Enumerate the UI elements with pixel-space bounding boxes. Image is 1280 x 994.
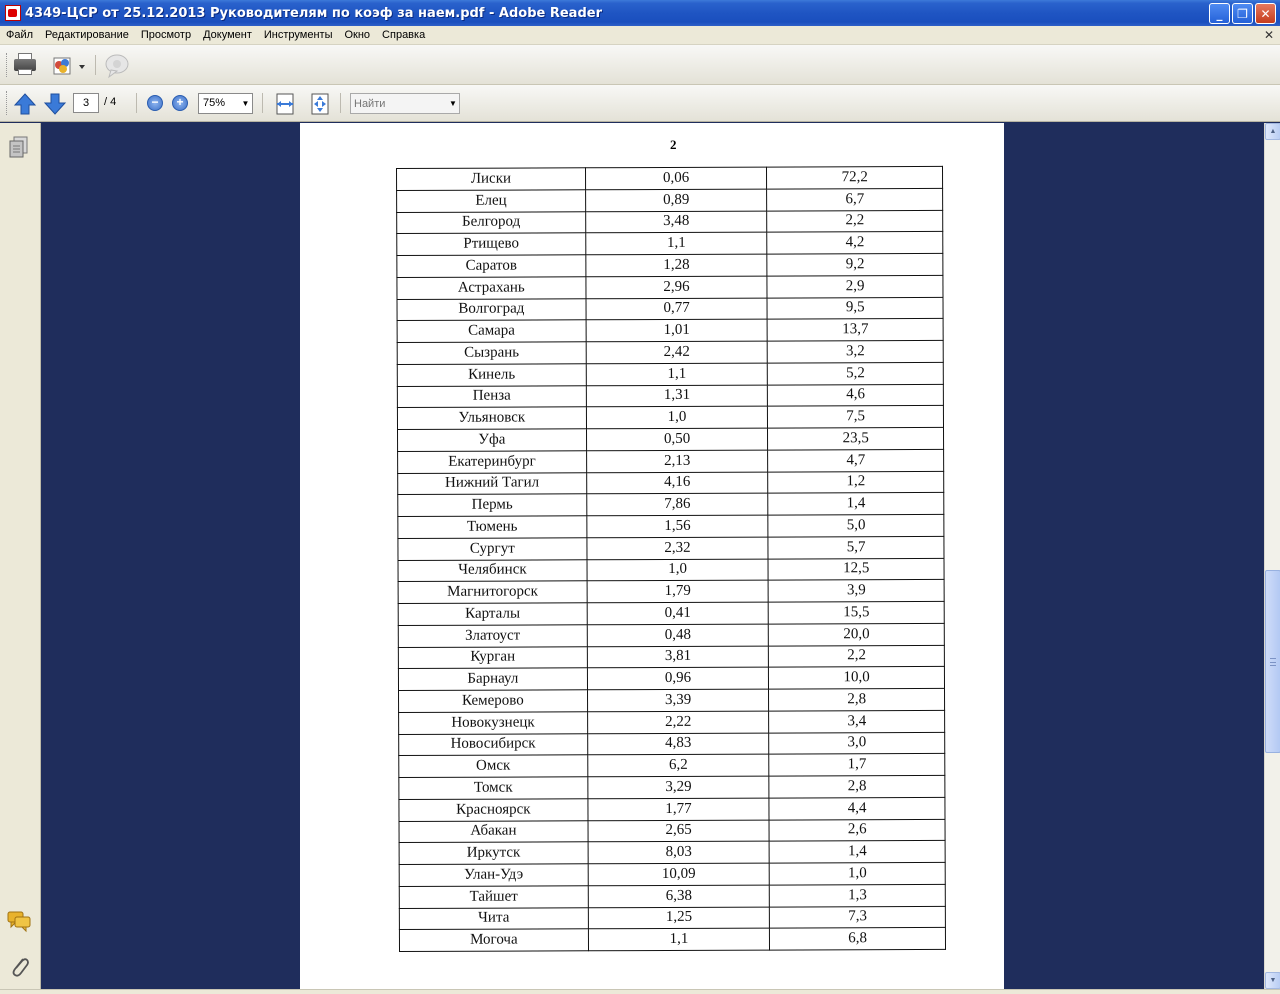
coefficient-cell: 4,16 (586, 472, 768, 494)
table-row (397, 340, 943, 364)
collaborate-button[interactable] (50, 52, 88, 78)
city-cell: Омск (399, 755, 588, 777)
city-cell: Томск (399, 777, 588, 799)
value-cell: 2,9 (767, 275, 943, 297)
plus-icon: + (176, 95, 184, 109)
table-row (399, 928, 945, 952)
value-cell: 7,5 (768, 406, 944, 428)
scroll-down-button[interactable] (1265, 972, 1280, 989)
document-viewport[interactable] (41, 123, 1264, 989)
city-cell: Тюмень (398, 516, 587, 538)
window-controls (1209, 3, 1276, 24)
coefficient-cell: 0,77 (586, 298, 768, 320)
coefficient-cell: 4,83 (587, 733, 769, 755)
value-cell: 7,3 (770, 906, 946, 928)
value-cell: 2,6 (769, 819, 945, 841)
value-cell: 2,8 (769, 775, 945, 797)
value-cell: 6,8 (770, 928, 946, 950)
value-cell: 2,8 (769, 688, 945, 710)
menu-file[interactable]: Файл (6, 29, 34, 41)
city-cell: Ртищево (397, 233, 586, 255)
coefficient-cell: 3,81 (587, 646, 769, 668)
table-row (399, 710, 945, 734)
navigation-panel (0, 123, 41, 989)
city-cell: Челябинск (398, 559, 587, 581)
zoom-out-button[interactable] (147, 95, 163, 111)
table-row (397, 384, 943, 408)
table-row (397, 253, 943, 277)
city-cell: Сызрань (397, 342, 586, 364)
coefficient-cell: 3,39 (587, 689, 769, 711)
comments-panel-button[interactable] (6, 909, 32, 933)
coefficient-cell: 1,25 (588, 907, 770, 929)
scroll-up-button[interactable] (1265, 123, 1280, 140)
table-row (397, 297, 943, 321)
table-row (399, 754, 945, 778)
table-row (398, 623, 944, 647)
coefficient-cell: 6,2 (588, 754, 770, 776)
value-cell: 72,2 (767, 166, 943, 188)
print-button[interactable] (14, 53, 40, 77)
title-bar (0, 0, 1280, 26)
find-field[interactable] (350, 93, 460, 114)
value-cell: 3,0 (769, 732, 945, 754)
coefficient-cell: 0,06 (585, 167, 767, 189)
menu-tools[interactable]: Инструменты (263, 29, 333, 41)
menu-document[interactable]: Документ (203, 29, 252, 41)
coefficient-cell: 2,32 (587, 537, 769, 559)
coefficient-cell: 1,0 (587, 559, 769, 581)
city-cell: Красноярск (399, 799, 588, 821)
city-cell: Уфа (398, 429, 587, 451)
scroll-up-icon: ▲ (1269, 128, 1277, 135)
fit-width-icon (274, 92, 296, 116)
coefficient-cell: 1,28 (586, 254, 768, 276)
restore-icon: ❐ (1237, 6, 1248, 21)
table-row (398, 536, 944, 560)
table-row (398, 471, 944, 495)
table-row (398, 514, 944, 538)
table-row (398, 667, 944, 691)
city-cell: Тайшет (399, 886, 588, 908)
coefficient-cell: 1,1 (588, 928, 770, 950)
table-row (397, 319, 943, 343)
arrow-up-icon (13, 92, 37, 116)
grip-icon (1270, 658, 1276, 666)
collaborate-icon (50, 52, 88, 78)
coefficient-cell: 8,03 (588, 841, 770, 863)
table-row (399, 862, 945, 886)
menu-view[interactable]: Просмотр (140, 29, 192, 41)
value-cell: 1,4 (768, 493, 944, 515)
value-cell: 1,0 (770, 862, 946, 884)
menu-help[interactable]: Справка (382, 29, 426, 41)
table-row (397, 210, 943, 234)
coefficient-cell: 1,31 (586, 385, 768, 407)
value-cell: 5,7 (768, 536, 944, 558)
adobe-reader-app-icon[interactable] (5, 5, 21, 21)
value-cell: 1,2 (768, 471, 944, 493)
city-cell: Белгород (397, 211, 586, 233)
value-cell: 4,2 (767, 232, 943, 254)
city-cell: Лиски (397, 168, 586, 190)
value-cell: 1,7 (769, 754, 945, 776)
value-cell: 12,5 (768, 558, 944, 580)
table-row (399, 775, 945, 799)
value-cell: 3,2 (768, 340, 944, 362)
menu-window[interactable]: Окно (344, 29, 371, 41)
city-cell: Кемерово (399, 690, 588, 712)
coefficient-cell: 0,41 (587, 602, 769, 624)
city-cell: Самара (397, 320, 586, 342)
coefficient-cell: 3,29 (588, 776, 770, 798)
coefficient-cell: 6,38 (588, 885, 770, 907)
coefficient-cell: 2,22 (587, 711, 769, 733)
value-cell: 4,4 (769, 797, 945, 819)
coefficient-cell: 1,79 (587, 580, 769, 602)
coefficient-cell: 0,48 (587, 624, 769, 646)
city-cell: Пермь (398, 494, 587, 516)
coefficient-cell: 2,42 (586, 341, 768, 363)
coefficient-cell: 10,09 (588, 863, 770, 885)
coefficient-cell: 0,89 (585, 189, 767, 211)
pdf-page (300, 123, 1004, 989)
fit-page-icon (309, 92, 331, 116)
city-cell: Сургут (398, 538, 587, 560)
scroll-down-icon: ▼ (1269, 977, 1277, 984)
value-cell: 2,2 (767, 210, 943, 232)
scroll-thumb[interactable] (1265, 570, 1280, 753)
comment-bubble-icon (103, 51, 131, 79)
menu-close-document-icon[interactable]: ✕ (1263, 28, 1274, 42)
pages-panel-button[interactable] (8, 135, 30, 159)
status-strip (0, 989, 1280, 994)
city-cell: Улан-Удэ (399, 864, 588, 886)
paperclip-icon (8, 953, 30, 979)
minimize-button[interactable] (1209, 3, 1230, 24)
value-cell: 4,6 (768, 384, 944, 406)
coefficient-cell: 2,96 (586, 276, 768, 298)
zoom-level-value: 75% (203, 97, 226, 109)
value-cell: 23,5 (768, 427, 944, 449)
minimize-icon: _ (1216, 6, 1223, 21)
coefficient-cell: 3,48 (585, 211, 767, 233)
city-cell: Курган (398, 646, 587, 668)
city-cell: Кинель (397, 364, 586, 386)
table-row (398, 558, 944, 582)
city-cell: Златоуст (398, 625, 587, 647)
toolbar-grip[interactable] (6, 53, 9, 77)
next-page-button[interactable] (43, 92, 67, 116)
city-cell: Елец (397, 190, 586, 212)
city-cell: Магнитогорск (398, 581, 587, 603)
find-input[interactable] (351, 94, 449, 113)
city-cell: Нижний Тагил (398, 472, 587, 494)
value-cell: 5,0 (768, 514, 944, 536)
comments-icon (6, 909, 32, 933)
city-cell: Новокузнецк (399, 712, 588, 734)
city-cell: Волгоград (397, 298, 586, 320)
table-row (398, 601, 944, 625)
coefficient-cell: 1,56 (587, 515, 769, 537)
table-row (399, 819, 945, 843)
city-cell: Карталы (398, 603, 587, 625)
value-cell: 15,5 (769, 601, 945, 623)
coefficient-cell: 7,86 (587, 493, 769, 515)
close-icon: ✕ (1260, 6, 1271, 21)
value-cell: 13,7 (767, 319, 943, 341)
city-cell: Ульяновск (397, 407, 586, 429)
toolbar-grip[interactable] (6, 91, 9, 115)
table-row (398, 645, 944, 669)
table-row (398, 449, 944, 473)
value-cell: 6,7 (767, 188, 943, 210)
value-cell: 3,9 (768, 580, 944, 602)
table-row (399, 906, 945, 930)
comment-disabled-button[interactable] (103, 51, 131, 79)
zoom-level-select[interactable] (198, 93, 253, 114)
city-cell: Саратов (397, 255, 586, 277)
close-button[interactable] (1255, 3, 1276, 24)
city-cell: Новосибирск (399, 733, 588, 755)
zoom-in-button[interactable] (172, 95, 188, 111)
fit-page-button[interactable] (309, 92, 331, 116)
window-title: 4349-ЦСР от 25.12.2013 Руководителям по коэф за наем.pdf - Adobe Reader (25, 5, 602, 21)
coefficient-cell: 1,1 (586, 363, 768, 385)
chevron-down-icon[interactable]: ▼ (449, 99, 457, 108)
table-row (399, 732, 945, 756)
coefficient-cell: 1,01 (586, 319, 768, 341)
value-cell: 9,2 (767, 253, 943, 275)
city-cell: Чита (399, 907, 588, 929)
arrow-down-icon (43, 92, 67, 116)
coefficient-cell: 1,0 (586, 406, 768, 428)
table-row (398, 427, 944, 451)
table-row (397, 232, 943, 256)
value-cell: 10,0 (769, 667, 945, 689)
minus-icon: − (151, 95, 159, 109)
city-cell: Екатеринбург (398, 451, 587, 473)
previous-page-button[interactable] (13, 92, 37, 116)
table-row (398, 580, 944, 604)
navigation-toolbar (0, 85, 1280, 122)
coefficient-table (396, 166, 946, 952)
coefficient-cell: 0,96 (587, 667, 769, 689)
vertical-scrollbar[interactable] (1264, 123, 1280, 989)
value-cell: 1,3 (770, 884, 946, 906)
page-number-input[interactable]: 3 (73, 93, 99, 113)
fit-width-button[interactable] (274, 92, 296, 116)
table-row (397, 166, 943, 190)
table-row (399, 688, 945, 712)
chevron-down-icon[interactable]: ▼ (241, 99, 250, 108)
pages-icon (8, 135, 30, 159)
coefficient-cell: 1,77 (588, 798, 770, 820)
city-cell: Иркутск (399, 842, 588, 864)
coefficient-cell: 1,1 (586, 232, 768, 254)
city-cell: Абакан (399, 820, 588, 842)
value-cell: 4,7 (768, 449, 944, 471)
page-total-label: / 4 (104, 96, 117, 108)
menu-edit[interactable]: Редактирование (45, 29, 129, 41)
table-row (399, 841, 945, 865)
table-row (397, 275, 943, 299)
table-row (397, 188, 943, 212)
file-toolbar (0, 45, 1280, 85)
value-cell: 3,4 (769, 710, 945, 732)
attachments-panel-button[interactable] (8, 953, 30, 979)
table-row (399, 884, 945, 908)
value-cell: 5,2 (768, 362, 944, 384)
table-row (397, 362, 943, 386)
value-cell: 2,2 (769, 645, 945, 667)
value-cell: 1,4 (769, 841, 945, 863)
city-cell: Могоча (399, 929, 588, 951)
city-cell: Пенза (397, 385, 586, 407)
table-row (399, 797, 945, 821)
table-row (397, 406, 943, 430)
coefficient-cell: 2,13 (586, 450, 768, 472)
coefficient-cell: 2,65 (588, 820, 770, 842)
menu-bar (0, 26, 1280, 45)
table-row (398, 493, 944, 517)
coefficient-cell: 0,50 (586, 428, 768, 450)
page-number-label: 2 (670, 137, 677, 152)
city-cell: Барнаул (398, 668, 587, 690)
city-cell: Астрахань (397, 277, 586, 299)
value-cell: 9,5 (767, 297, 943, 319)
value-cell: 20,0 (769, 623, 945, 645)
restore-button[interactable] (1232, 3, 1253, 24)
